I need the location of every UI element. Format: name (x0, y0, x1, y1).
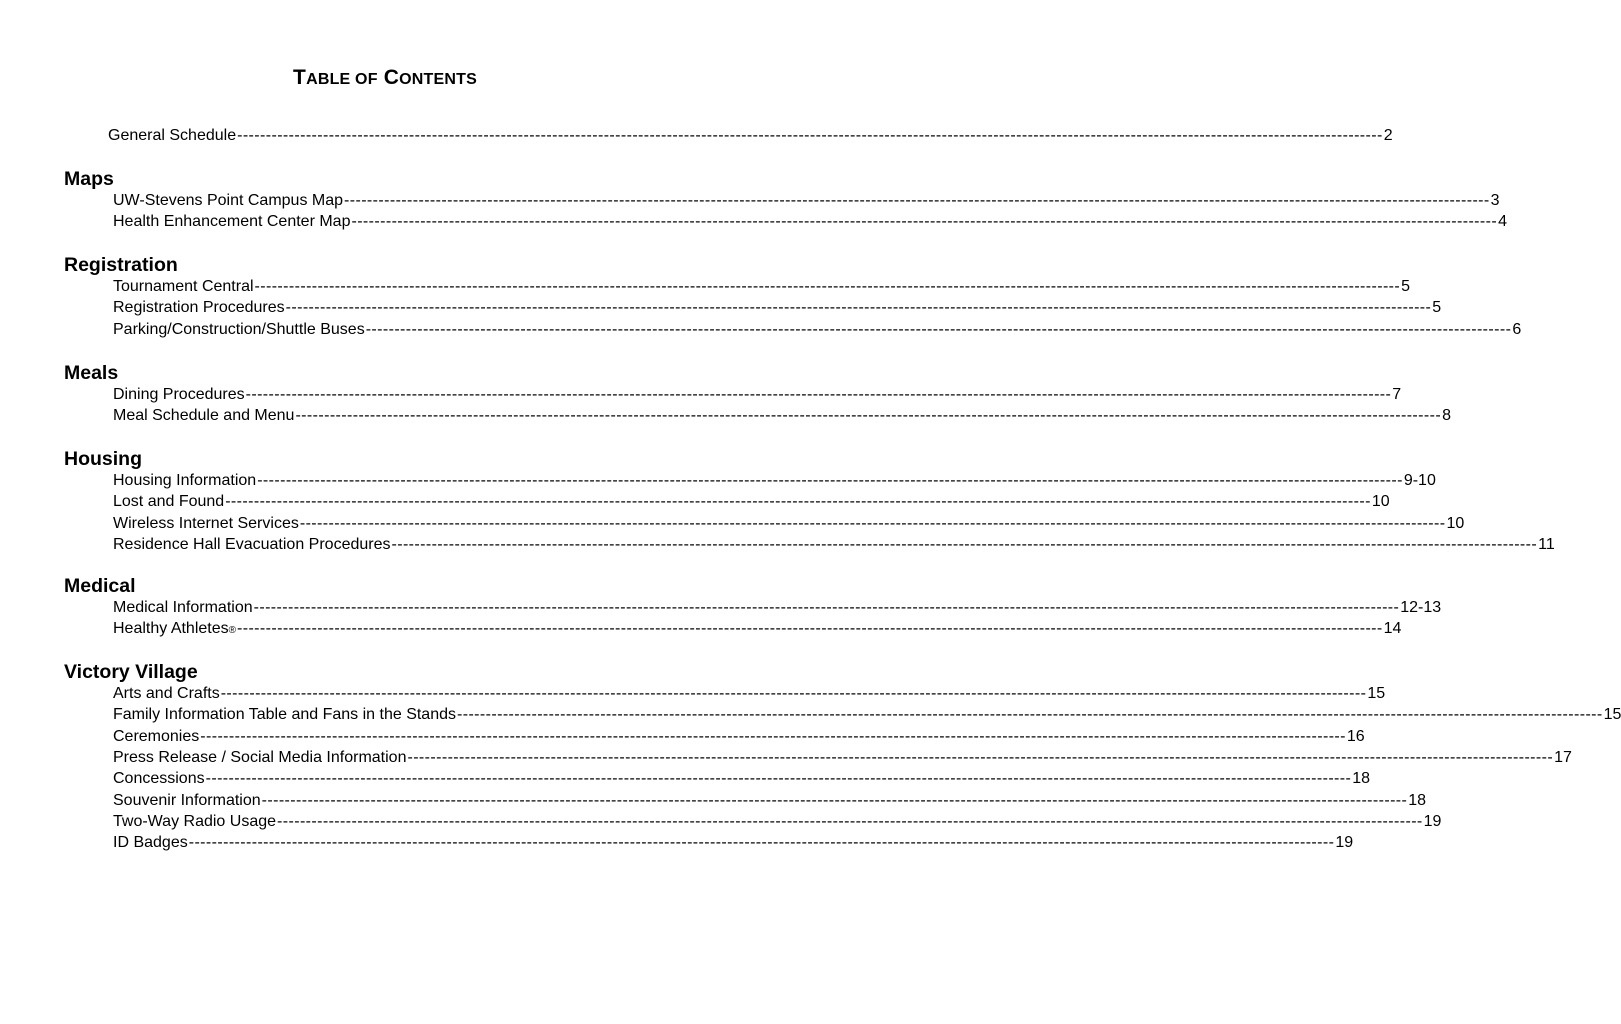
dot-leader: -------------------------------------------------------------------------------------------------------------------------------------------------------------------------------------------------------- (205, 770, 1352, 788)
dot-leader: -------------------------------------------------------------------------------------------------------------------------------------------------------------------------------------------------------- (254, 278, 1401, 295)
toc-entry-label: Family Information Table and Fans in the Stands (113, 706, 456, 724)
toc-entry-page: 5 (1432, 299, 1442, 317)
dot-leader: -------------------------------------------------------------------------------------------------------------------------------------------------------------------------------------------------------- (237, 127, 1383, 144)
dot-leader: -------------------------------------------------------------------------------------------------------------------------------------------------------------------------------------------------------- (344, 192, 1490, 209)
toc-entry-page: 4 (1498, 213, 1507, 231)
dot-leader: -------------------------------------------------------------------------------------------------------------------------------------------------------------------------------------------------------- (407, 748, 1554, 766)
toc-entry-page: 14 (1383, 620, 1402, 638)
dot-leader: -------------------------------------------------------------------------------------------------------------------------------------------------------------------------------------------------------- (295, 407, 1442, 425)
toc-entry-label: Health Enhancement Center Map (113, 213, 351, 231)
dot-leader: -------------------------------------------------------------------------------------------------------------------------------------------------------------------------------------------------------- (457, 706, 1603, 724)
dot-leader: -------------------------------------------------------------------------------------------------------------------------------------------------------------------------------------------------------- (277, 812, 1423, 830)
toc-entry-label: Tournament Central (113, 278, 254, 295)
toc-entry-page: 19 (1423, 812, 1442, 830)
toc-entry-page: 18 (1408, 791, 1427, 809)
section-heading-maps: Maps (64, 168, 114, 190)
toc-entry (113, 211, 1507, 232)
toc-entry-page: 7 (1392, 386, 1402, 403)
toc-entry-label: Dining Procedures (113, 386, 245, 403)
dot-leader: -------------------------------------------------------------------------------------------------------------------------------------------------------------------------------------------------------- (391, 535, 1538, 553)
toc-entry-page: 6 (1512, 320, 1522, 338)
toc-entry-label: Meal Schedule and Menu (113, 407, 295, 425)
toc-entry-label: Housing Information (113, 472, 257, 489)
toc-entry-general-schedule (108, 125, 1393, 146)
toc-entry-label: Parking/Construction/Shuttle Buses (113, 320, 365, 338)
toc-entry-page: 19 (1335, 834, 1354, 852)
page-title (0, 66, 770, 90)
toc-entry-label: Ceremonies (113, 727, 200, 745)
dot-leader: -------------------------------------------------------------------------------------------------------------------------------------------------------------------------------------------------------- (245, 386, 1392, 403)
toc-entry-page: 17 (1554, 748, 1572, 766)
toc-entry-page: 15 (1603, 706, 1621, 724)
toc-entry (113, 470, 1436, 491)
section-heading-meals: Meals (64, 362, 119, 384)
toc-entry-label: Arts and Crafts (113, 685, 220, 702)
dot-leader: -------------------------------------------------------------------------------------------------------------------------------------------------------------------------------------------------------- (351, 213, 1498, 231)
toc-entry (113, 790, 1427, 811)
toc-entry-label: Medical Information (113, 599, 253, 616)
toc-entry (113, 491, 1390, 512)
section-heading-housing: Housing (64, 448, 142, 470)
dot-leader: -------------------------------------------------------------------------------------------------------------------------------------------------------------------------------------------------------- (299, 514, 1446, 532)
toc-entry-page: 10 (1446, 514, 1465, 532)
toc-entry-label: Wireless Internet Services (113, 514, 299, 532)
toc-entry-page: 10 (1371, 493, 1390, 511)
toc-entry-page: 8 (1442, 407, 1451, 425)
toc-entry (113, 405, 1451, 426)
toc-entry (113, 597, 1442, 618)
toc-entry (113, 319, 1522, 340)
toc-entry-page: 16 (1346, 727, 1365, 745)
toc-entry (113, 534, 1555, 555)
toc-entry (113, 747, 1572, 768)
dot-leader: -------------------------------------------------------------------------------------------------------------------------------------------------------------------------------------------------------- (188, 834, 1335, 852)
toc-entry-label: Press Release / Social Media Information (113, 748, 407, 766)
toc-entry (113, 768, 1371, 789)
dot-leader: -------------------------------------------------------------------------------------------------------------------------------------------------------------------------------------------------------- (237, 620, 1383, 638)
toc-entry-label: Registration Procedures (113, 299, 285, 317)
toc-entry-label: Souvenir Information (113, 791, 261, 809)
title-cap-2: C (383, 66, 400, 89)
dot-leader: -------------------------------------------------------------------------------------------------------------------------------------------------------------------------------------------------------- (285, 299, 1432, 317)
title-rest-2: ONTENTS (399, 71, 477, 88)
toc-entry (113, 726, 1365, 747)
toc-entry-page: 11 (1538, 535, 1555, 553)
toc-entry (113, 704, 1621, 725)
dot-leader: -------------------------------------------------------------------------------------------------------------------------------------------------------------------------------------------------------- (253, 599, 1400, 616)
dot-leader: -------------------------------------------------------------------------------------------------------------------------------------------------------------------------------------------------------- (225, 493, 1371, 511)
toc-entry (113, 190, 1500, 211)
dot-leader: -------------------------------------------------------------------------------------------------------------------------------------------------------------------------------------------------------- (365, 320, 1512, 338)
toc-entry-page: 5 (1401, 278, 1411, 295)
toc-entry-page: 2 (1383, 127, 1393, 144)
toc-entry (113, 276, 1411, 297)
toc-entry (113, 811, 1442, 832)
toc-entry (113, 832, 1354, 853)
toc-entry-label: General Schedule (108, 127, 237, 144)
toc-entry-label: Lost and Found (113, 493, 225, 511)
section-heading-victory-village: Victory Village (64, 661, 198, 683)
toc-entry (113, 513, 1465, 534)
toc-entry-label: Concessions (113, 770, 205, 788)
toc-entry: Healthy Athletes ® -------------------------------------------------------------------------------------------------------------------------------------------------------------------------------------------------------- 14 (113, 620, 1402, 638)
toc-entry-label: Two-Way Radio Usage (113, 812, 277, 830)
section-heading-medical: Medical (64, 575, 136, 597)
toc-entry (113, 297, 1442, 318)
dot-leader: -------------------------------------------------------------------------------------------------------------------------------------------------------------------------------------------------------- (261, 791, 1408, 809)
toc-entry-page: 15 (1367, 685, 1386, 702)
title-cap-1: T (293, 66, 307, 89)
toc-entry-label: ID Badges (113, 834, 188, 852)
toc-entry-label: UW-Stevens Point Campus Map (113, 192, 344, 209)
toc-entry-page: 3 (1490, 192, 1500, 209)
toc-entry (113, 683, 1386, 704)
section-heading-registration: Registration (64, 254, 178, 276)
toc-entry-label: Residence Hall Evacuation Procedures (113, 535, 391, 553)
dot-leader: -------------------------------------------------------------------------------------------------------------------------------------------------------------------------------------------------------- (200, 727, 1346, 745)
title-rest-1: ABLE OF (306, 71, 378, 88)
toc-entry-label: Healthy Athletes (113, 620, 229, 638)
toc-entry-page: 18 (1352, 770, 1371, 788)
toc-entry (113, 384, 1402, 405)
toc-entry-page: 12-13 (1400, 599, 1442, 616)
toc-entry-page: 9-10 (1403, 472, 1436, 489)
dot-leader: -------------------------------------------------------------------------------------------------------------------------------------------------------------------------------------------------------- (220, 685, 1367, 702)
dot-leader: -------------------------------------------------------------------------------------------------------------------------------------------------------------------------------------------------------- (257, 472, 1403, 489)
